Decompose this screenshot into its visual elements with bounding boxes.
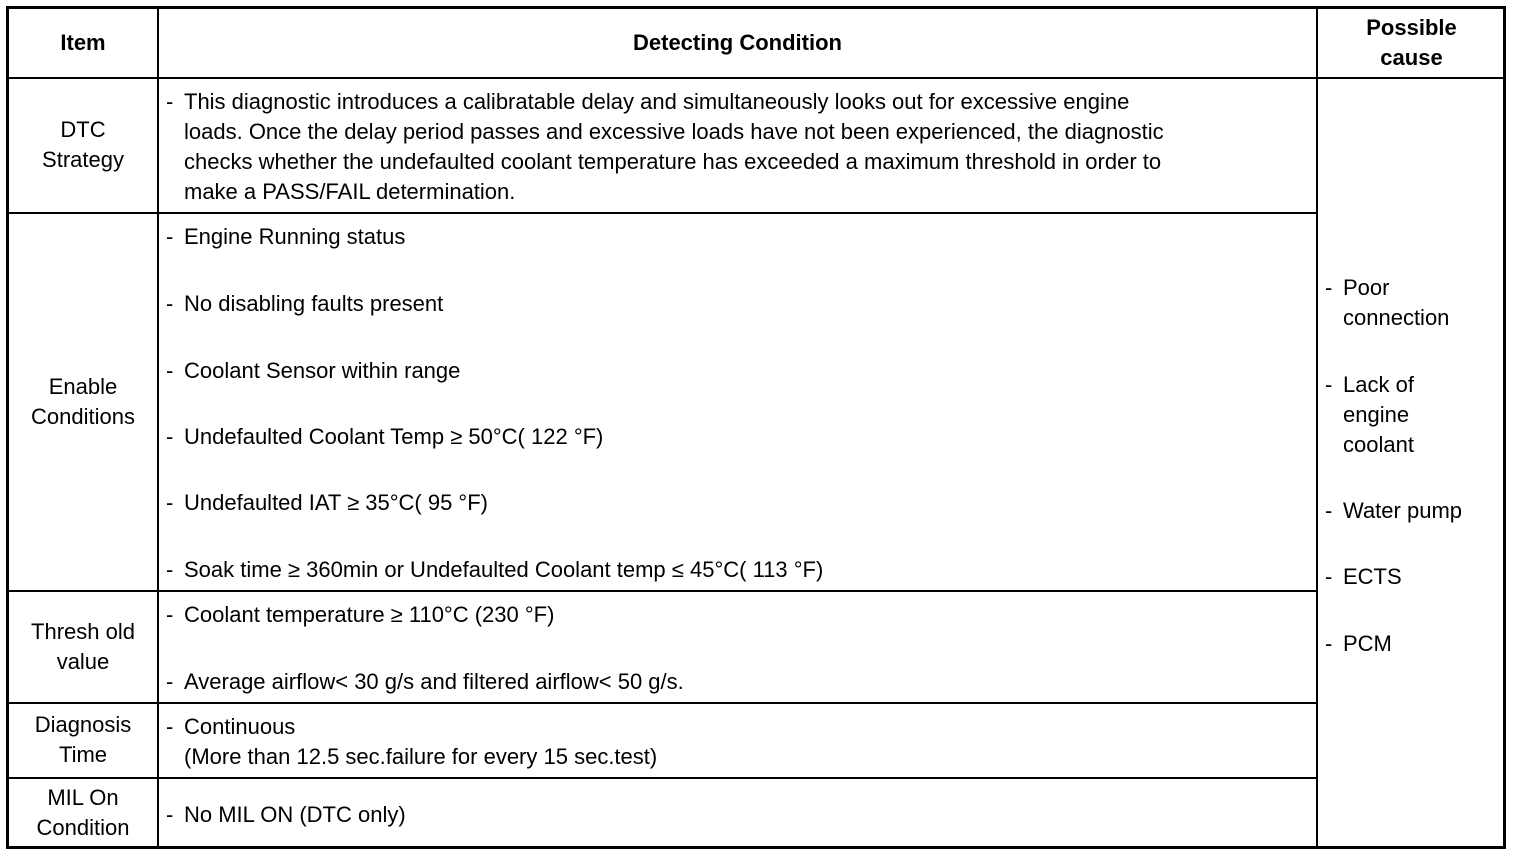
item-label: Enable Conditions (31, 373, 135, 429)
bullet-dash: - (166, 802, 174, 827)
cause-entry (1325, 370, 1503, 460)
condition-entry (166, 289, 1306, 319)
bullet-dash: - (1325, 631, 1333, 656)
item-mil-on-condition (8, 778, 158, 848)
bullet-dash: - (166, 224, 174, 249)
row-divider (8, 212, 1317, 214)
cause-entry (1325, 496, 1503, 526)
bullet-dash: - (166, 602, 174, 627)
header-detecting-condition: Detecting Condition (633, 30, 842, 55)
bullet-dash: - (166, 424, 174, 449)
condition-text: Average airflow< 30 g/s and filtered airflow< 50 g/s. (184, 669, 684, 694)
item-label: DTC Strategy (42, 117, 124, 172)
condition-text: No disabling faults present (184, 291, 444, 316)
item-label: MIL On Condition (36, 785, 130, 840)
row-divider (8, 702, 1317, 704)
condition-entry (166, 222, 1306, 252)
bullet-dash: - (1325, 498, 1333, 523)
condition-text: No MIL ON (DTC only) (184, 802, 406, 827)
cause-text: Poor connection (1343, 275, 1450, 330)
item-enable-conditions (8, 213, 158, 590)
cause-text: PCM (1343, 631, 1392, 656)
condition-text: Engine Running status (184, 224, 406, 249)
cause-text: ECTS (1343, 564, 1402, 589)
cause-entry (1325, 562, 1503, 592)
condition-text: Continuous (More than 12.5 sec.failure for every 15 sec.test) (184, 714, 658, 769)
header-item: Item (60, 30, 106, 55)
condition-entry (166, 800, 1306, 830)
cause-entry (1325, 273, 1503, 333)
condition-text: Coolant Sensor within range (184, 358, 461, 383)
bullet-dash: - (166, 669, 174, 694)
column-divider-cause (1316, 8, 1318, 848)
condition-text: Soak time ≥ 360min or Undefaulted Coolant temp ≤ 45°C( 113 °F) (184, 557, 824, 582)
condition-text: Coolant temperature ≥ 110°C (230 °F) (184, 602, 555, 627)
condition-entry (166, 422, 1306, 452)
header-divider (8, 77, 1504, 79)
header-possible-cause: Possible cause (1366, 15, 1457, 70)
cause-text: Water pump (1343, 498, 1463, 523)
condition-entry (166, 600, 1306, 630)
bullet-dash: - (166, 89, 174, 114)
condition-entry (166, 667, 1306, 697)
item-dtc-strategy (8, 78, 158, 212)
condition-entry (166, 555, 1306, 585)
condition-entry (166, 87, 1306, 207)
row-divider (8, 590, 1317, 592)
bullet-dash: - (1325, 372, 1333, 397)
bullet-dash: - (1325, 275, 1333, 300)
bullet-dash: - (166, 291, 174, 316)
bullet-dash: - (166, 714, 174, 739)
item-label: Diagnosis Time (34, 712, 132, 767)
bullet-dash: - (1325, 564, 1333, 589)
condition-entry (166, 712, 1306, 772)
cause-text: Lack of engine coolant (1343, 372, 1414, 457)
item-threshold-value (8, 591, 158, 702)
cause-entry (1325, 629, 1503, 659)
bullet-dash: - (166, 490, 174, 515)
condition-entry (166, 356, 1306, 386)
condition-entry (166, 488, 1306, 518)
condition-text: Undefaulted Coolant Temp ≥ 50°C( 122 °F) (184, 424, 604, 449)
condition-text: This diagnostic introduces a calibratable delay and simultaneously looks out for excessive engine loads. Once the delay period passes and excessive loads have not been experienced, the diagnostic checks whether the undefaulted coolant temperature has exceeded a maximum threshold in order to make a PASS/FAIL determination. (184, 89, 1164, 204)
row-divider (8, 777, 1317, 779)
item-label: Thresh old value (31, 618, 135, 674)
condition-text: Undefaulted IAT ≥ 35°C( 95 °F) (184, 490, 488, 515)
item-diagnosis-time (8, 703, 158, 777)
bullet-dash: - (166, 557, 174, 582)
bullet-dash: - (166, 358, 174, 383)
